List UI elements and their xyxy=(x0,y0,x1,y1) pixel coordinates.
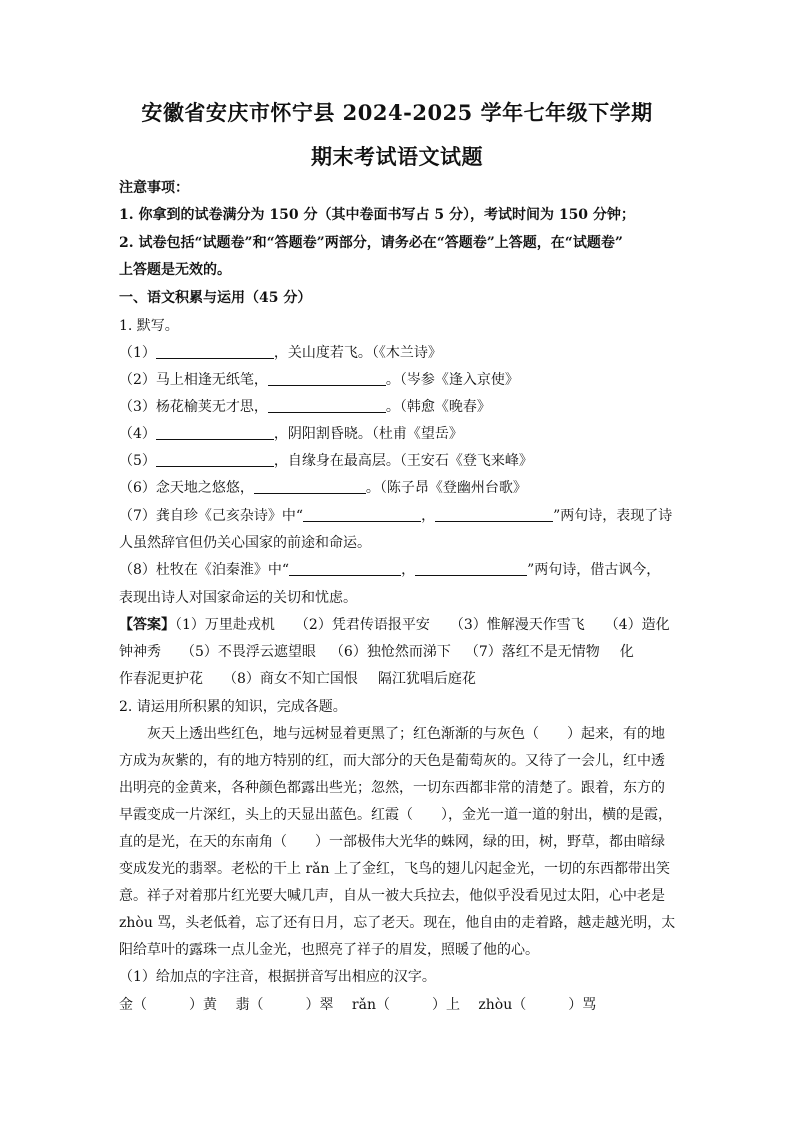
notice-heading: 注意事项： xyxy=(119,180,189,196)
fill-blank xyxy=(156,452,274,467)
answer-8-end: 隔江犹唱后庭花 xyxy=(377,671,476,687)
q1-l7-prefix: （7）龚自珍《己亥杂诗》中“ xyxy=(119,508,304,524)
q1-line-3 xyxy=(119,398,679,416)
exam-title-line1: 安徽省安庆市怀宁县 2024-2025 学年七年级下学期 xyxy=(141,100,653,125)
answer-6: （6）独怆然而涕下 xyxy=(329,644,451,660)
q1-l6-prefix: （6）念天地之悠悠， xyxy=(119,480,254,496)
answer-3: （3）惟解漫天作雪飞 xyxy=(449,617,585,633)
q1-l2-prefix: （2）马上相逢无纸笔， xyxy=(119,372,268,388)
fill-blank xyxy=(415,561,527,576)
q1-l1-suffix: ，关山度若飞。（《木兰诗》 xyxy=(273,345,442,361)
fill-blank xyxy=(303,507,421,522)
passage-line-3: 出明亮的金黄来，各种颜色都露出些光；忽然，一切东西都非常的清楚了。跟着，东方的 xyxy=(119,780,665,796)
fill-blank xyxy=(156,425,274,440)
notice-item-2a: 2. 试卷包括“试题卷”和“答题卷”两部分，请务必在“答题卷”上答题，在“试题卷” xyxy=(119,235,623,251)
q1-l8-suffix: ”两句诗，借古讽今， xyxy=(527,562,661,578)
fill-blank xyxy=(254,479,366,494)
fill-blank xyxy=(268,398,386,413)
q2-sub-1-fill: 金（ ）黄 翡（ ）翠 rǎn（ ）上 zhòu（ ）骂 xyxy=(119,997,597,1013)
answer-1: （1）万里赴戎机 xyxy=(175,617,275,633)
q1-l8-mid: ， xyxy=(401,562,416,578)
answer-8: （8）商女不知亡国恨 xyxy=(223,671,358,687)
answer-4-start: （4）造化 xyxy=(604,617,670,633)
passage-line-7: 意。祥子对着那片红光要大喊几声，自从一被大兵拉去，他似乎没看见过太阳，心中老是 xyxy=(119,888,665,904)
q1-l4-prefix: （4） xyxy=(119,426,156,442)
q1-l6-suffix: 。（陈子昂《登幽州台歌》 xyxy=(365,480,527,496)
passage-line-4: 早霞变成一片深红，头上的天显出蓝色。红霞（ ），金光一道一道的射出，横的是霞， xyxy=(119,807,672,823)
fill-blank xyxy=(156,344,274,359)
fill-blank xyxy=(435,507,553,522)
answer-line-1 xyxy=(119,616,679,634)
q1-l5-suffix: ，自缘身在最高层。（王安石《登飞来峰》 xyxy=(273,453,533,469)
passage-line-9: 阳给草叶的露珠一点儿金光，也照亮了祥子的眉发，照暖了他的心。 xyxy=(119,942,539,958)
answer-line-3 xyxy=(119,670,679,688)
q1-line-1 xyxy=(119,344,679,362)
passage-line-5: 直的是光，在天的东南角（ ）一部极伟大光华的蛛网，绿的田，树，野草，都由暗绿 xyxy=(119,834,665,850)
answer-line-2 xyxy=(119,643,679,661)
q1-line-7b: 人虽然辞官但仍关心国家的前途和命运。 xyxy=(119,535,371,551)
answer-2: （2）凭君传语报平安 xyxy=(294,617,430,633)
q1-line-8 xyxy=(119,561,679,579)
passage-line-1: 灰天上透出些红色，地与远树显着更黑了；红色渐渐的与灰色（ ）起来，有的地 xyxy=(147,726,665,742)
answer-label: 【答案】 xyxy=(119,617,175,633)
answer-4-end: 钟神秀 xyxy=(119,644,161,660)
q1-l3-suffix: 。（韩愈《晚春》 xyxy=(385,399,491,415)
answer-7: （7）落红不是无情物 xyxy=(464,644,600,660)
passage-line-2: 方成为灰紫的，有的地方特别的红，而大部分的天色是葡萄灰的。又待了一会儿，红中透 xyxy=(119,753,665,769)
q2-sub-1: （1）给加点的字注音，根据拼音写出相应的汉字。 xyxy=(119,969,436,985)
passage-line-8: zhòu 骂，头老低着，忘了还有日月，忘了老天。现在，他自由的走着路，越走越光明，太 xyxy=(119,915,676,931)
q1-l1-prefix: （1） xyxy=(119,345,156,361)
answer-7-cont: 化 xyxy=(619,644,634,660)
exam-title-line2: 期末考试语文试题 xyxy=(311,144,483,169)
q1-l4-suffix: ，阴阳割昏晓。（杜甫《望岳》 xyxy=(273,426,463,442)
answer-5: （5）不畏浮云遮望眼 xyxy=(181,644,316,660)
q1-line-7 xyxy=(119,507,679,525)
q1-l2-suffix: 。（岑参《逢入京使》 xyxy=(385,372,519,388)
q1-line-4 xyxy=(119,425,679,443)
q1-l3-prefix: （3）杨花榆荚无才思， xyxy=(119,399,268,415)
q1-l8-prefix: （8）杜牧在《泊秦淮》中“ xyxy=(119,562,290,578)
q1-l7-suffix: ”两句诗，表现了诗 xyxy=(553,508,673,524)
q1-line-5 xyxy=(119,452,679,470)
notice-item-1: 1. 你拿到的试卷满分为 150 分（其中卷面书写占 5 分），考试时间为 150 分钟； xyxy=(119,207,635,223)
section-1-heading: 一、语文积累与运用（45 分） xyxy=(119,290,312,306)
q2-stem: 2. 请运用所积累的知识，完成各题。 xyxy=(119,699,347,715)
notice-item-2b: 上答题是无效的。 xyxy=(119,262,231,278)
q1-line-6 xyxy=(119,479,679,497)
fill-blank xyxy=(268,371,386,386)
fill-blank xyxy=(289,561,401,576)
passage-line-6: 变成发光的翡翠。老松的干上 rǎn 上了金红，飞鸟的翅儿闪起金光，一切的东西都带出笑 xyxy=(119,861,670,877)
q1-stem: 1. 默写。 xyxy=(119,318,179,334)
q1-l7-mid: ， xyxy=(421,508,436,524)
q1-l5-prefix: （5） xyxy=(119,453,156,469)
answer-7-end: 作春泥更护花 xyxy=(119,671,203,687)
q1-line-8b: 表现出诗人对国家命运的关切和忧虑。 xyxy=(119,590,357,606)
q1-line-2 xyxy=(119,371,679,389)
